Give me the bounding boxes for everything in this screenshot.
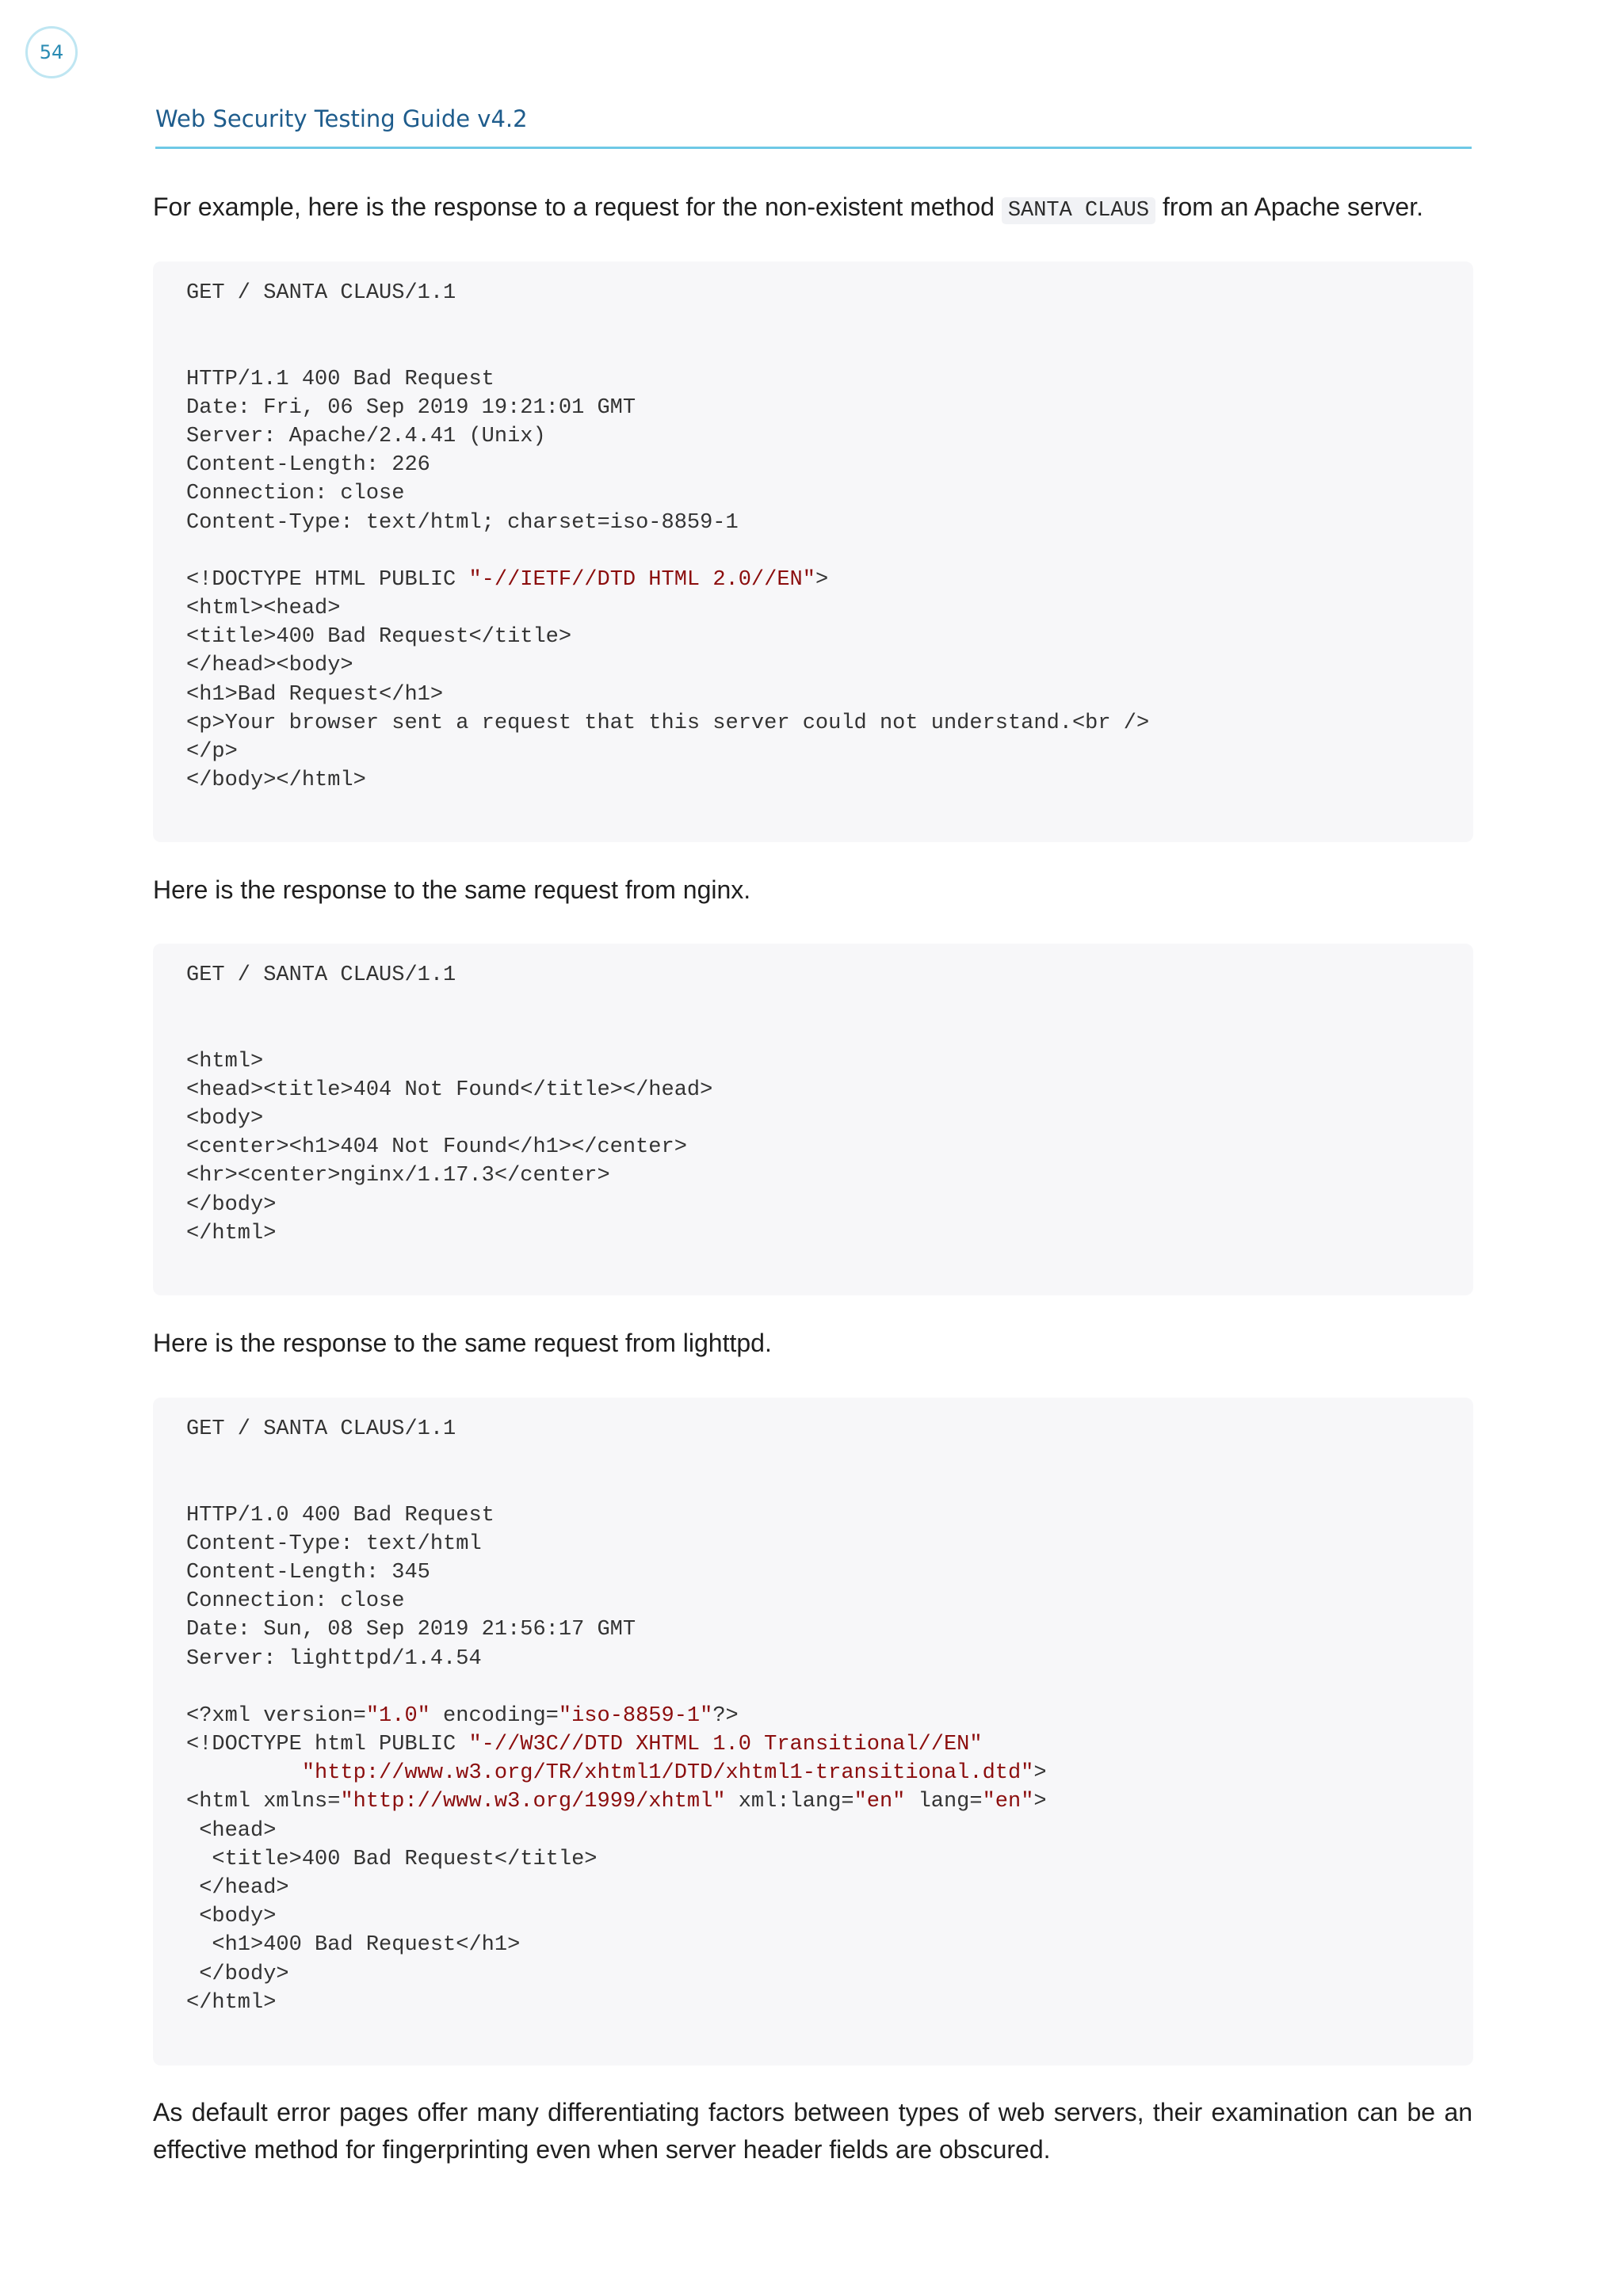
- code-line: [186, 1047, 1440, 1076]
- code-token: <html xmlns=: [186, 1790, 341, 1814]
- code-line: [186, 1444, 1440, 1472]
- code-token: [186, 1761, 302, 1785]
- code-line: [186, 1702, 1440, 1730]
- code-token: <head>: [186, 1818, 277, 1843]
- code-token: HTTP/1.0 400 Bad Request: [186, 1503, 495, 1527]
- code-token: <h1>400 Bad Request</h1>: [186, 1933, 521, 1958]
- code-token: <center><h1>404 Not Found</h1></center>: [186, 1135, 687, 1160]
- code-line: [186, 709, 1440, 738]
- lighttpd-intro-paragraph: Here is the response to the same request from lighttpd.: [153, 1329, 772, 1357]
- code-token: <html>: [186, 1049, 264, 1074]
- code-line: [186, 738, 1440, 766]
- code-token: <body>: [186, 1106, 264, 1131]
- code-string-token: "iso-8859-1": [558, 1703, 713, 1728]
- code-line: [186, 1133, 1440, 1161]
- code-token: </head><body>: [186, 654, 353, 678]
- code-token: ?>: [712, 1703, 739, 1728]
- code-string-token: "en": [854, 1790, 906, 1814]
- code-token: Content-Length: 345: [186, 1560, 430, 1585]
- code-line: [186, 1817, 1440, 1845]
- code-string-token: "http://www.w3.org/1999/xhtml": [340, 1790, 726, 1814]
- code-line: [186, 1076, 1440, 1104]
- code-line: [186, 1530, 1440, 1558]
- code-line: [186, 1931, 1440, 1959]
- code-line: [186, 1415, 1440, 1444]
- code-token: Connection: close: [186, 482, 405, 506]
- code-line: [186, 1673, 1440, 1702]
- code-line: [186, 766, 1440, 795]
- code-token: GET / SANTA CLAUS/1.1: [186, 963, 456, 987]
- code-token: Server: lighttpd/1.4.54: [186, 1646, 482, 1671]
- conclusion-paragraph: As default error pages offer many differentiating factors between types of web servers, their examination can be an effective method for fingerprinting even when server header fields are obscured.: [153, 2098, 1472, 2164]
- code-token: Date: Fri, 06 Sep 2019 19:21:01 GMT: [186, 395, 636, 420]
- code-line: [186, 681, 1440, 709]
- code-line: [186, 1558, 1440, 1587]
- code-line: [186, 422, 1440, 451]
- code-line: [186, 566, 1440, 594]
- page-number: 54: [39, 41, 64, 63]
- code-string-token: "en": [982, 1790, 1034, 1814]
- code-token: lang=: [905, 1790, 983, 1814]
- code-line: [186, 509, 1440, 537]
- code-token: GET / SANTA CLAUS/1.1: [186, 281, 456, 305]
- code-token: <head><title>404 Not Found</title></head>: [186, 1077, 713, 1102]
- code-line: [186, 479, 1440, 508]
- code-token: </head>: [186, 1876, 289, 1900]
- code-string-token: "-//W3C//DTD XHTML 1.0 Transitional//EN": [468, 1733, 983, 1757]
- inline-code-method: SANTA CLAUS: [1002, 197, 1155, 224]
- code-token: <title>400 Bad Request</title>: [186, 1847, 598, 1871]
- code-token: Content-Type: text/html: [186, 1531, 482, 1556]
- intro-text-after: from an Apache server.: [1155, 193, 1423, 221]
- code-token: >: [1033, 1761, 1047, 1786]
- intro-paragraph: [153, 189, 1472, 230]
- code-line: [186, 307, 1440, 336]
- code-token: </html>: [186, 1221, 277, 1245]
- code-line: [186, 1960, 1440, 1989]
- code-token: </body>: [186, 1962, 289, 1986]
- code-line: [186, 1191, 1440, 1219]
- code-token: >: [815, 567, 829, 592]
- lighttpd-response-code-block: [153, 1398, 1473, 2065]
- code-line: [186, 623, 1440, 651]
- code-token: Date: Sun, 08 Sep 2019 21:56:17 GMT: [186, 1618, 636, 1642]
- code-token: <h1>Bad Request</h1>: [186, 682, 444, 707]
- header-divider: [155, 147, 1472, 149]
- document-header-title: Web Security Testing Guide v4.2: [155, 105, 528, 132]
- code-string-token: "-//IETF//DTD HTML 2.0//EN": [468, 567, 815, 592]
- code-token: <!DOCTYPE html PUBLIC: [186, 1733, 469, 1757]
- code-line: [186, 1018, 1440, 1047]
- code-line: [186, 1902, 1440, 1931]
- code-token: Content-Type: text/html; charset=iso-8859-1: [186, 510, 739, 535]
- code-token: encoding=: [430, 1703, 559, 1728]
- code-line: [186, 1759, 1440, 1787]
- code-line: [186, 1219, 1440, 1248]
- code-line: [186, 1874, 1440, 1902]
- code-token: </p>: [186, 740, 238, 764]
- code-token: <?xml version=: [186, 1703, 366, 1728]
- code-line: [186, 1472, 1440, 1501]
- code-line: [186, 1104, 1440, 1133]
- code-line: [186, 1587, 1440, 1615]
- code-token: </body></html>: [186, 769, 366, 793]
- code-token: Content-Length: 226: [186, 453, 430, 478]
- code-token: <!DOCTYPE HTML PUBLIC: [186, 567, 469, 592]
- code-string-token: "1.0": [365, 1703, 430, 1728]
- code-line: [186, 594, 1440, 623]
- code-line: [186, 1787, 1440, 1816]
- code-token: GET / SANTA CLAUS/1.1: [186, 1417, 456, 1441]
- code-line: [186, 394, 1440, 422]
- code-token: HTTP/1.1 400 Bad Request: [186, 367, 495, 391]
- code-token: <title>400 Bad Request</title>: [186, 625, 572, 650]
- code-line: [186, 1615, 1440, 1644]
- code-line: [186, 1161, 1440, 1190]
- code-line: [186, 1989, 1440, 2017]
- code-token: <body>: [186, 1905, 277, 1929]
- code-line: [186, 961, 1440, 990]
- code-token: </body>: [186, 1192, 277, 1217]
- code-token: <html><head>: [186, 597, 341, 621]
- code-line: [186, 1730, 1440, 1759]
- page-number-badge: [25, 26, 78, 78]
- code-token: <p>Your browser sent a request that this server could not understand.<br />: [186, 711, 1150, 735]
- apache-response-code-block: [153, 261, 1473, 842]
- code-line: [186, 365, 1440, 394]
- code-line: [186, 1645, 1440, 1673]
- nginx-response-code-block: [153, 944, 1473, 1295]
- nginx-intro-paragraph: Here is the response to the same request from nginx.: [153, 875, 751, 904]
- code-token: <hr><center>nginx/1.17.3</center>: [186, 1164, 610, 1188]
- code-string-token: "http://www.w3.org/TR/xhtml1/DTD/xhtml1-transitional.dtd": [301, 1761, 1034, 1786]
- code-token: </html>: [186, 1990, 277, 2015]
- code-token: Connection: close: [186, 1589, 405, 1614]
- code-line: [186, 537, 1440, 566]
- intro-text-before: For example, here is the response to a request for the non-existent method: [153, 193, 1002, 221]
- code-line: [186, 651, 1440, 680]
- code-token: xml:lang=: [725, 1790, 854, 1814]
- code-line: [186, 990, 1440, 1018]
- code-line: [186, 1845, 1440, 1874]
- code-token: >: [1033, 1790, 1047, 1814]
- code-line: [186, 1501, 1440, 1530]
- code-line: [186, 336, 1440, 364]
- code-line: [186, 279, 1440, 307]
- code-line: [186, 451, 1440, 479]
- code-token: Server: Apache/2.4.41 (Unix): [186, 424, 546, 448]
